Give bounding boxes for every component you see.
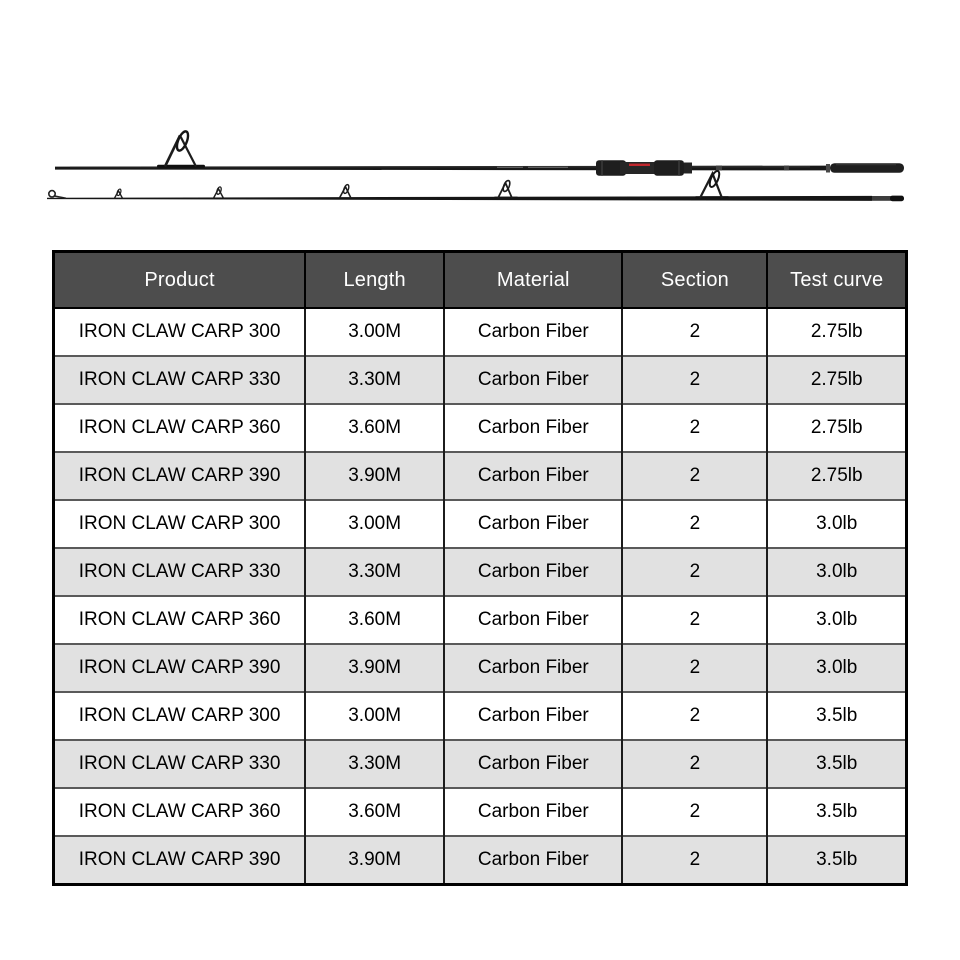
table-cell: 2 [622,308,767,356]
table-cell: IRON CLAW CARP 330 [54,548,306,596]
rod-guide-icon [695,170,729,199]
table-cell: Carbon Fiber [444,740,622,788]
table-cell: 2 [622,836,767,885]
table-row [54,644,907,692]
tip-guide-icon [49,191,66,199]
rod-guide-icon [214,186,224,198]
column-header-product: Product [54,252,306,309]
table-cell: 3.90M [305,836,444,885]
table-row [54,356,907,404]
table-cell: 3.90M [305,644,444,692]
table-cell: IRON CLAW CARP 390 [54,452,306,500]
column-header-length: Length [305,252,444,309]
table-cell: Carbon Fiber [444,596,622,644]
table-cell: IRON CLAW CARP 390 [54,836,306,885]
table-cell: 3.60M [305,788,444,836]
column-header-section: Section [622,252,767,309]
table-cell: 3.00M [305,500,444,548]
table-cell: 2.75lb [767,356,906,404]
table-cell: 3.0lb [767,548,906,596]
table-cell: 2.75lb [767,452,906,500]
table-cell: Carbon Fiber [444,548,622,596]
table-cell: Carbon Fiber [444,356,622,404]
table-cell: IRON CLAW CARP 300 [54,692,306,740]
table-row [54,548,907,596]
table-cell: 3.30M [305,548,444,596]
table-cell: IRON CLAW CARP 330 [54,356,306,404]
table-cell: 3.30M [305,740,444,788]
table-cell: 2 [622,548,767,596]
rod-butt-section [55,130,904,176]
table-cell: 3.0lb [767,500,906,548]
table-row [54,692,907,740]
column-header-test-curve: Test curve [767,252,906,309]
table-cell: 2 [622,500,767,548]
table-cell: 2 [622,740,767,788]
table-cell: 3.90M [305,452,444,500]
column-header-material: Material [444,252,622,309]
table-row [54,788,907,836]
fishing-rod-photo [0,0,960,240]
table-cell: 2 [622,644,767,692]
table-cell: 3.00M [305,692,444,740]
table-row [54,596,907,644]
stripper-guide-icon [157,130,205,168]
table-cell: Carbon Fiber [444,788,622,836]
table-cell: Carbon Fiber [444,452,622,500]
table-cell: IRON CLAW CARP 390 [54,644,306,692]
table-row [54,836,907,885]
table-cell: 3.30M [305,356,444,404]
reel-seat [596,160,692,176]
spec-table [52,250,908,886]
table-cell: 2 [622,692,767,740]
table-row [54,740,907,788]
table-cell: 3.0lb [767,644,906,692]
table-row [54,404,907,452]
spec-table-body [54,308,907,885]
table-cell: 3.60M [305,596,444,644]
table-cell: 3.5lb [767,788,906,836]
rod-handle [826,163,904,173]
header-row [54,252,907,309]
table-cell: Carbon Fiber [444,644,622,692]
rod-tip-section [47,170,904,201]
table-cell: IRON CLAW CARP 360 [54,404,306,452]
spec-table-header [54,252,907,309]
table-row [54,452,907,500]
table-cell: IRON CLAW CARP 360 [54,788,306,836]
table-cell: Carbon Fiber [444,500,622,548]
table-row [54,308,907,356]
table-cell: IRON CLAW CARP 330 [54,740,306,788]
table-cell: 2.75lb [767,404,906,452]
table-cell: 2 [622,404,767,452]
table-cell: Carbon Fiber [444,308,622,356]
table-cell: IRON CLAW CARP 300 [54,308,306,356]
table-cell: Carbon Fiber [444,836,622,885]
table-cell: IRON CLAW CARP 300 [54,500,306,548]
table-cell: 3.5lb [767,836,906,885]
rod-guide-icon [494,180,518,199]
table-cell: 3.60M [305,404,444,452]
table-cell: Carbon Fiber [444,404,622,452]
table-cell: 3.0lb [767,596,906,644]
table-cell: IRON CLAW CARP 360 [54,596,306,644]
rod-guide-icon [340,184,352,198]
table-cell: 2 [622,452,767,500]
table-cell: 3.5lb [767,740,906,788]
table-cell: 2 [622,356,767,404]
table-cell: Carbon Fiber [444,692,622,740]
table-cell: 3.5lb [767,692,906,740]
table-row [54,500,907,548]
table-cell: 2 [622,788,767,836]
table-cell: 3.00M [305,308,444,356]
rod-guide-icon [115,189,123,199]
table-cell: 2.75lb [767,308,906,356]
table-cell: 2 [622,596,767,644]
